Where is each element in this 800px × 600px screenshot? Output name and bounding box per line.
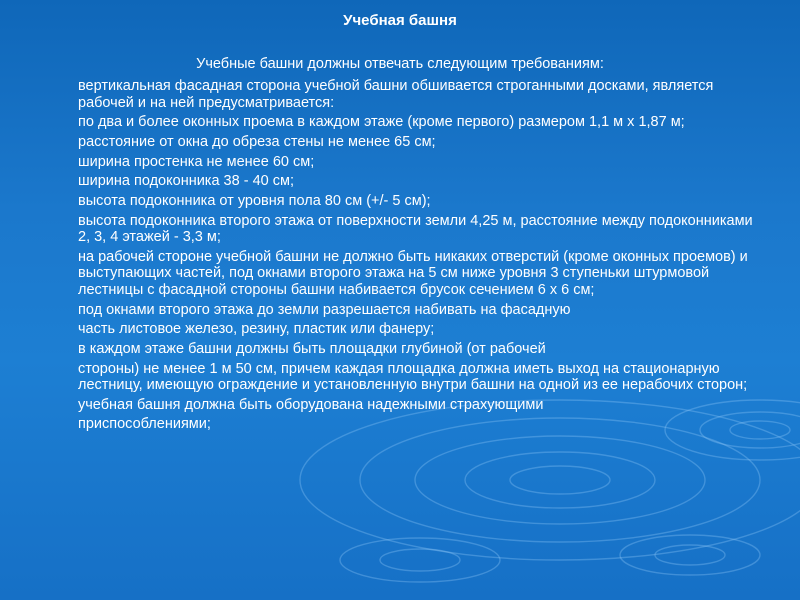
list-item-text: стороны) не менее 1 м 50 см, причем каждая площадка должна иметь выход на стационарную лестницу, имеющую ограждение и установленную внутри башни на одной из ее нерабочих сторон;: [78, 360, 748, 394]
list-item-text: вертикальная фасадная сторона учебной башни обшивается строганными досками, является рабочей и на ней предусматривается:: [78, 78, 714, 111]
list-item-text: расстояние от окна до обреза стены не менее 65 см;: [78, 133, 436, 150]
list-item: [46, 397, 758, 414]
list-item: [46, 193, 758, 210]
list-item: [46, 341, 758, 358]
list-item-text: учебная башня должна быть оборудована надежными страхующими: [78, 396, 544, 413]
list-item: [46, 249, 758, 299]
list-item-text: под окнами второго этажа до земли разрешается набивать на фасадную: [78, 301, 571, 318]
list-item-text: ширина подоконника 38 - 40 см;: [78, 173, 294, 190]
list-item-text: высота подоконника от уровня пола 80 см (+/- 5 см);: [78, 192, 431, 209]
list-item: [46, 78, 758, 111]
list-item: [46, 321, 758, 338]
list-item: [46, 416, 758, 433]
list-item-text: на рабочей стороне учебной башни не должно быть никаких отверстий (кроме оконных проемов) и выступающих частей, под окнами второго этажа на 5 см ниже уровня 3 ступеньки штурмовой лестницы с фасадной стороны башни набивается брусок сечением 6 х 6 см;: [78, 248, 748, 298]
list-item-text: в каждом этаже башни должны быть площадки глубиной (от рабочей: [78, 340, 546, 357]
list-item: [46, 114, 758, 131]
list-item-text: приспособлениями;: [78, 416, 211, 433]
list-item: [46, 213, 758, 246]
list-item-text: ширина простенка не менее 60 см;: [78, 153, 315, 170]
list-item: [46, 302, 758, 319]
list-item: [46, 134, 758, 151]
list-item: [46, 361, 758, 394]
slide-title: Учебная башня: [343, 12, 457, 29]
list-item-text: высота подоконника второго этажа от поверхности земли 4,25 м, расстояние между подоконниками 2, 3, 4 этажей - 3,3 м;: [78, 212, 753, 246]
slide-intro: Учебные башни должны отвечать следующим требованиям:: [196, 56, 604, 72]
list-item: [46, 154, 758, 171]
list-item-text: по два и более оконных проема в каждом этаже (кроме первого) размером 1,1 м х 1,87 м;: [78, 114, 685, 131]
list-item-text: часть листовое железо, резину, пластик или фанеру;: [78, 321, 435, 338]
bullet-list: [46, 78, 758, 436]
list-item: [46, 173, 758, 190]
